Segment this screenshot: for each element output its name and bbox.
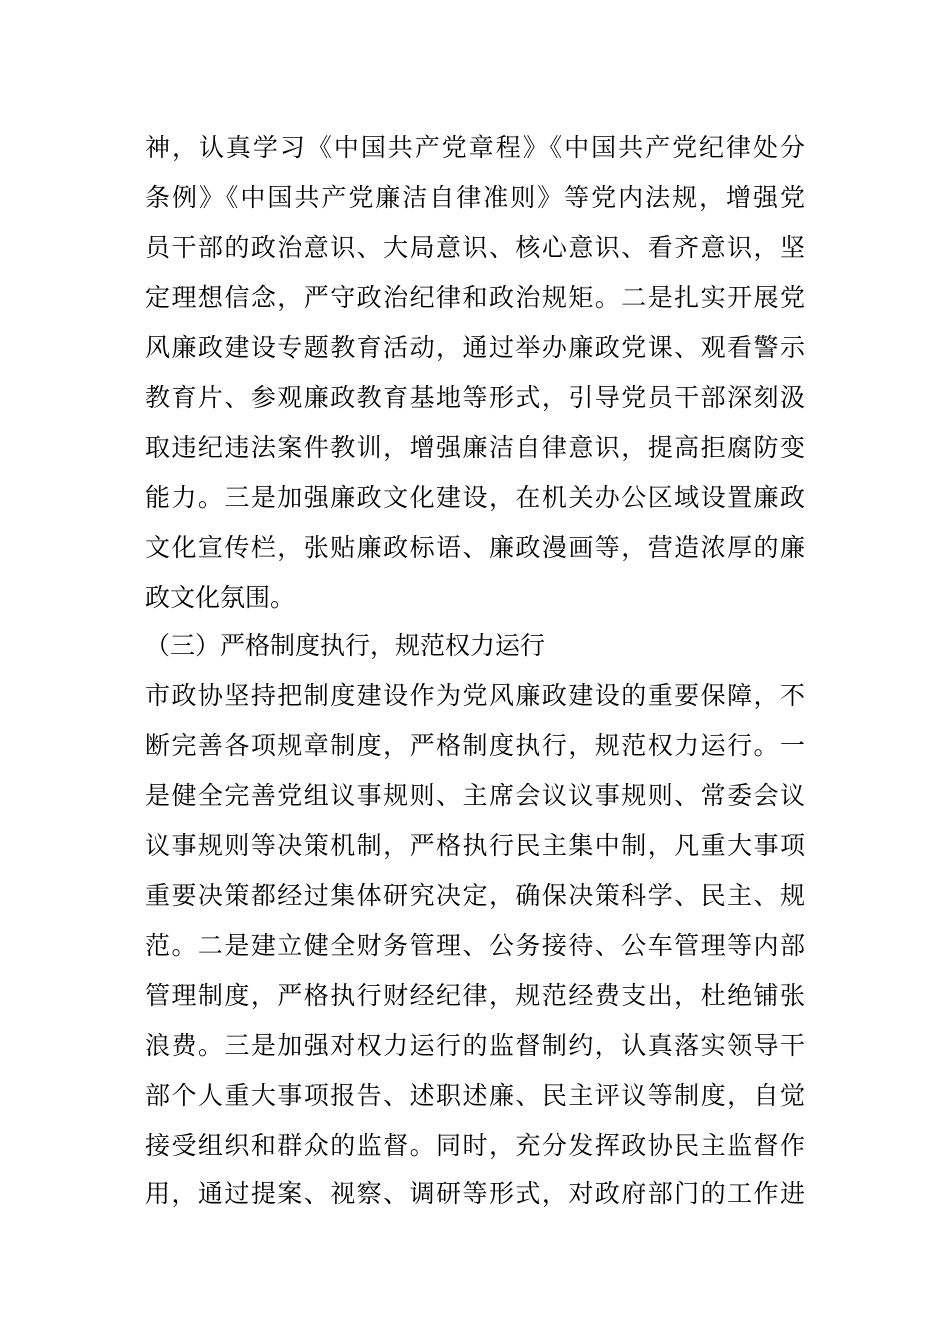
text-line: 断完善各项规章制度，严格制度执行，规范权力运行。一 bbox=[145, 731, 805, 760]
text-line: 定理想信念，严守政治纪律和政治规矩。二是扎实开展党 bbox=[145, 283, 805, 312]
text-line: 部个人重大事项报告、述职述廉、民主评议等制度，自觉 bbox=[145, 1081, 805, 1110]
text-line: 浪费。三是加强对权力运行的监督制约，认真落实领导干 bbox=[145, 1031, 805, 1060]
text-line: 教育片、参观廉政教育基地等形式，引导党员干部深刻汲 bbox=[145, 383, 805, 412]
text-line: 范。二是建立健全财务管理、公务接待、公车管理等内部 bbox=[145, 931, 805, 960]
text-line: 条例》《中国共产党廉洁自律准则》等党内法规，增强党 bbox=[145, 183, 805, 212]
text-line: 能力。三是加强廉政文化建设，在机关办公区域设置廉政 bbox=[145, 483, 805, 512]
text-line: 管理制度，严格执行财经纪律，规范经费支出，杜绝铺张 bbox=[145, 981, 805, 1010]
text-line: 用，通过提案、视察、调研等形式，对政府部门的工作进 bbox=[145, 1179, 805, 1208]
text-line: 重要决策都经过集体研究决定，确保决策科学、民主、规 bbox=[145, 881, 805, 910]
text-line: 神，认真学习《中国共产党章程》《中国共产党纪律处分 bbox=[145, 133, 805, 162]
text-line: 市政协坚持把制度建设作为党风廉政建设的重要保障，不 bbox=[145, 681, 805, 710]
text-line: 政文化氛围。 bbox=[145, 583, 296, 612]
text-line: 风廉政建设专题教育活动，通过举办廉政党课、观看警示 bbox=[145, 333, 805, 362]
section-heading: （三）严格制度执行，规范权力运行 bbox=[145, 631, 546, 660]
text-line: 取违纪违法案件教训，增强廉洁自律意识，提高拒腐防变 bbox=[145, 433, 805, 462]
text-line: 接受组织和群众的监督。同时，充分发挥政协民主监督作 bbox=[145, 1131, 805, 1160]
text-line: 议事规则等决策机制，严格执行民主集中制，凡重大事项 bbox=[145, 831, 805, 860]
text-line: 文化宣传栏，张贴廉政标语、廉政漫画等，营造浓厚的廉 bbox=[145, 533, 805, 562]
text-line: 是健全完善党组议事规则、主席会议议事规则、常委会议 bbox=[145, 781, 805, 810]
text-line: 员干部的政治意识、大局意识、核心意识、看齐意识，坚 bbox=[145, 233, 805, 262]
